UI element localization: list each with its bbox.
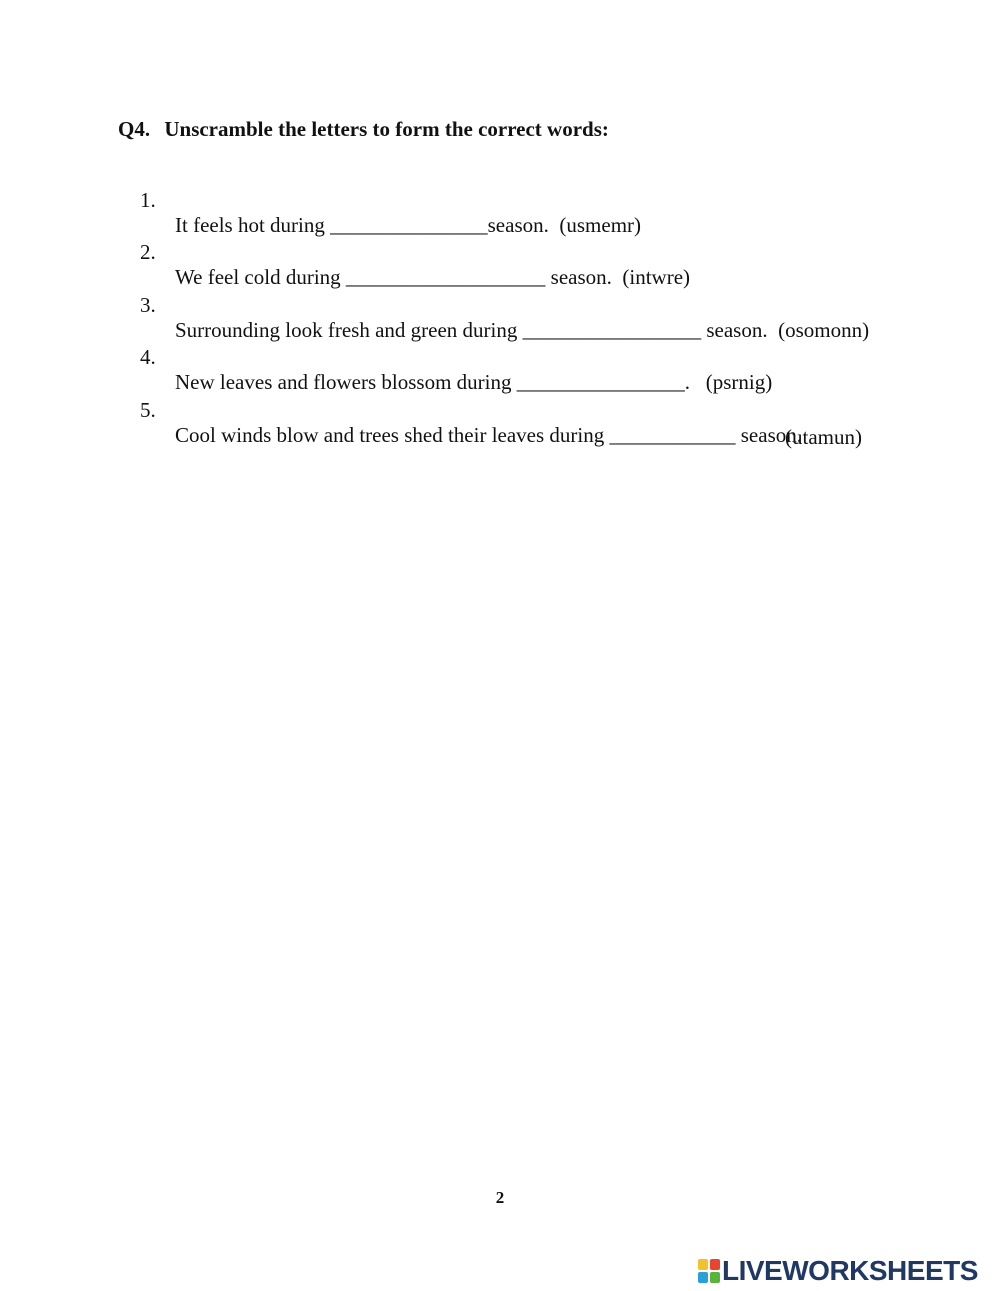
question-instruction: Unscramble the letters to form the correct words: [164, 117, 609, 141]
brand-name: LIVEWORKSHEETS [722, 1255, 978, 1286]
liveworksheets-logo-icon [698, 1259, 720, 1283]
question-number: Q4. [118, 117, 151, 141]
item-text: It feels hot during _______________season. (usmemr) [175, 213, 642, 237]
item-number: 2. [140, 240, 156, 264]
item-text: Cool winds blow and trees shed their leaves during ____________ season. [175, 423, 802, 447]
item-number: 5. [140, 398, 156, 422]
item-number: 3. [140, 293, 156, 317]
item-text: New leaves and flowers blossom during ________________. (psrnig) [175, 370, 773, 394]
item-number: 1. [140, 188, 156, 212]
item-number: 4. [140, 345, 156, 369]
liveworksheets-brand[interactable] [698, 1253, 978, 1289]
question-heading [118, 117, 609, 142]
item-5-hint: (utamun) [785, 425, 862, 449]
item-text: Surrounding look fresh and green during _________________ season. (osomonn) [175, 318, 870, 342]
item-text: We feel cold during ___________________ season. (intwre) [175, 265, 691, 289]
page-number: 2 [495, 1188, 505, 1207]
